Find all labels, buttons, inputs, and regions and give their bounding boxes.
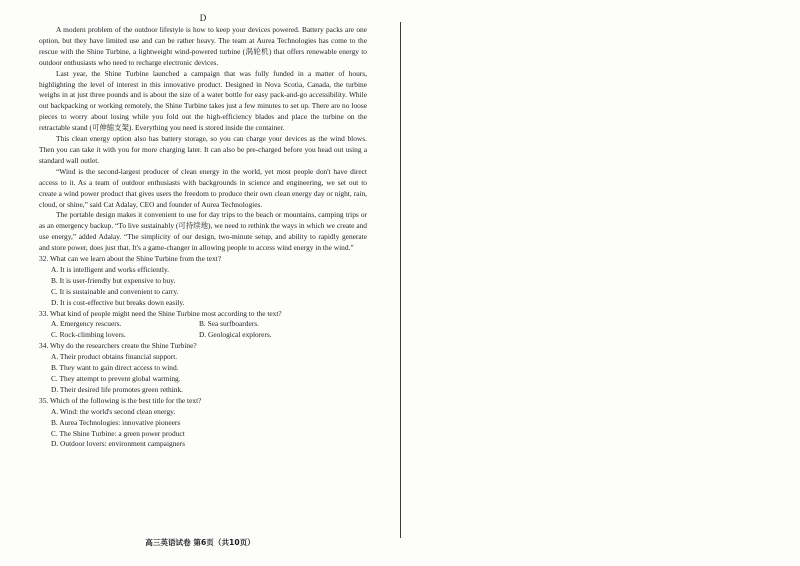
question-33-options-row-2: [39, 330, 367, 341]
question-35-stem: 35. Which of the following is the best title for the text?: [39, 395, 202, 405]
passage-paragraph: A modern problem of the outdoor lifestyle is how to keep your devices powered. Battery packs are one option, but they have limited use and can be rather heavy. The team at Aurea Technologies has come to the rescue with the Shine Turbine, a lightweight wind-powered turbine (涡轮机) that offers renewable energy to outdoor enthusiasts who need to recharge electronic devices.: [39, 25, 367, 67]
question-35-option-a: A. Wind: the world's second clean energy.: [51, 406, 176, 416]
question-33-option-d: D. Geological explorers.: [199, 330, 272, 340]
section-letter: D: [199, 13, 207, 23]
passage-paragraph: This clean energy option also has battery storage, so you can charge your devices as the wind blows. Then you can take it with you for more charging later. It can also be pre-charged before you head out using a standard wall outlet.: [39, 134, 367, 165]
question-32-stem: 32. What can we learn about the Shine Turbine from the text?: [39, 254, 222, 264]
question-32-option-d: D. It is cost-effective but breaks down easily.: [51, 297, 185, 307]
question-35-option-c: C. The Shine Turbine: a green power product: [51, 428, 185, 438]
question-32-option-c: C. It is sustainable and convenient to carry.: [51, 286, 179, 296]
question-35-option-d: D. Outdoor lovers: environment campaigners: [51, 439, 186, 449]
question-32-option-a: A. It is intelligent and works efficiently.: [51, 264, 170, 274]
question-34-option-c: C. They attempt to prevent global warming.: [51, 374, 181, 383]
question-33-option-c: C. Rock-climbing lovers.: [51, 330, 126, 340]
question-32-option-b: B. It is user-friendly but expensive to buy.: [51, 275, 176, 285]
passage-paragraph: “Wind is the second-largest producer of clean energy in the world, yet most people don't have direct access to it. As a team of outdoor enthusiasts with backgrounds in science and engineering, we set out to create a wind power product that gives users the freedom to produce their own clean energy day or night, rain, cloud, or shine,” said Cat Adalay, CEO and founder of Aurea Technologies.: [39, 166, 367, 209]
passage-paragraph: Last year, the Shine Turbine launched a campaign that was fully funded in a matter of hours, highlighting the level of interest in this innovative product. Designed in Nova Scotia, Canada, the turbine weighs in at just three pounds and is about the size of a water bottle for easy pack-and-go accessibility. While out backpacking or working remotely, the Shine Turbine takes just a few minutes to set up. There are no loose pieces to worry about losing while you fold out the high-efficiency blades and place the turbine on the retractable stand (可伸缩支架). Everything you need is stored inside the container.: [39, 68, 367, 133]
question-34-option-a: A. Their product obtains financial support.: [51, 352, 178, 362]
question-33-options-row-1: [39, 319, 367, 330]
question-34-option-b: B. They want to gain direct access to wind.: [51, 363, 179, 373]
question-33-option-b: B. Sea surfboarders.: [199, 319, 259, 329]
question-33-option-a: A. Emergency rescuers.: [51, 319, 122, 329]
left-column: [39, 12, 367, 450]
passage-paragraph: The portable design makes it convenient to use for day trips to the beach or mountains, camping trips or as an emergency backup. “To live sustainably (可持续地), we need to rethink the ways in which we create and use energy,” added Adalay. “The simplicity of our design, two-minute setup, and ability to rapidly generate and store power, does just that. It's a game-changer in allowing people to access wind energy in the wind.”: [39, 210, 367, 253]
column-divider: [400, 22, 401, 538]
page-footer: 高三英语试卷 第6页（共10页）: [145, 538, 255, 547]
question-34-stem: 34. Why do the researchers create the Shine Turbine?: [39, 341, 197, 351]
question-35-option-b: B. Aurea Technologies: innovative pioneers: [51, 417, 181, 427]
question-33-stem: 33. What kind of people might need the Shine Turbine most according to the text?: [39, 308, 282, 318]
question-34-option-d: D. Their desired life promotes green rethink.: [51, 384, 184, 394]
